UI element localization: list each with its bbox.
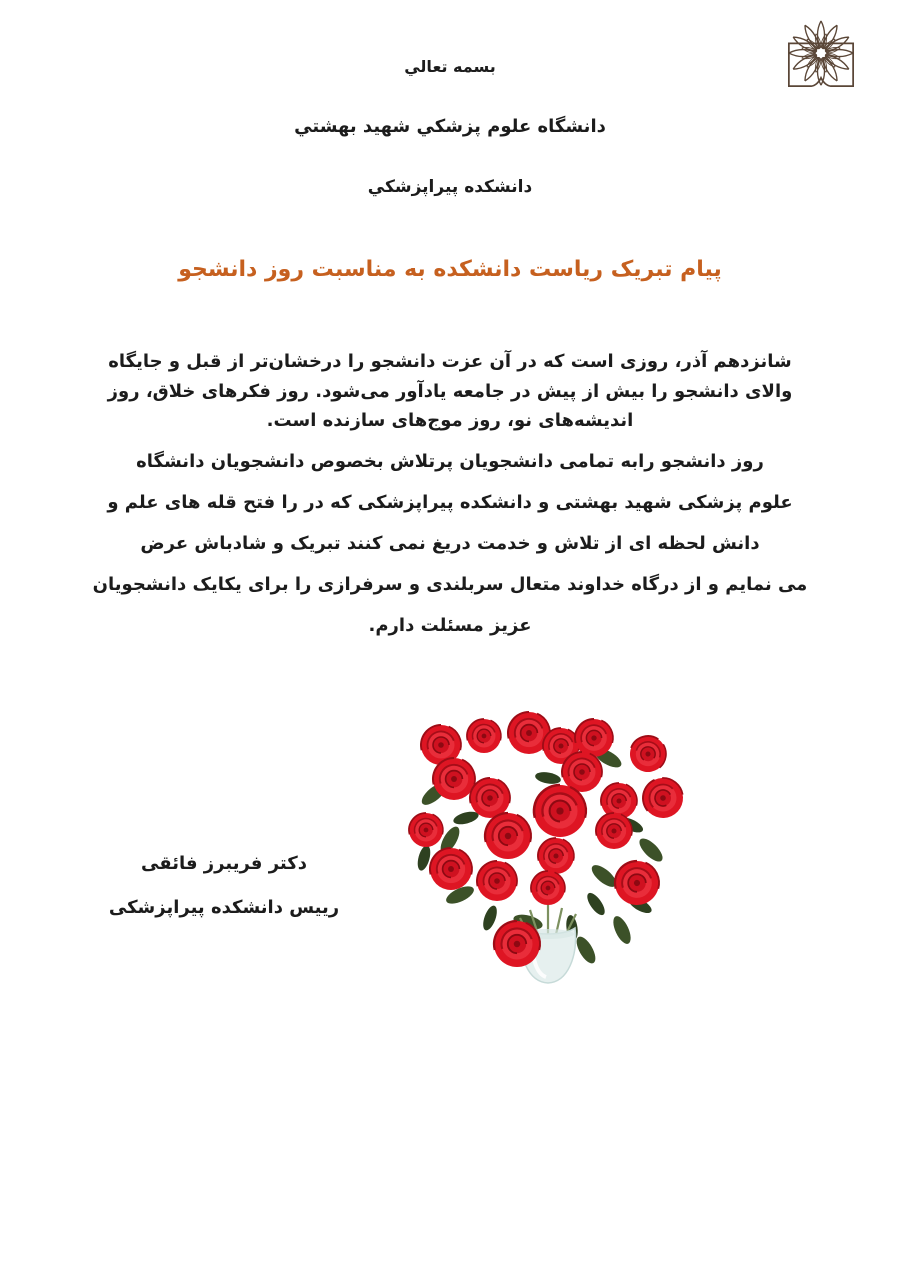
paragraph-line: شانزدهم آذر، روزی است که در آن عزت دانشجو را درخشان‌تر از قبل و جایگاه [108, 351, 792, 372]
signatory-name: دکتر فریبرز فائقی [141, 853, 307, 874]
paragraph-line: روز دانشجو رابه تمامی دانشجویان پرتلاش بخصوص دانشجویان دانشگاه [136, 451, 764, 472]
university-name: دانشگاه علوم پزشكي شهيد بهشتي [294, 116, 606, 137]
university-logo [784, 17, 858, 95]
paragraph-line: دانش لحظه ای از تلاش و خدمت دریغ نمی کنند تبریک و شادباش عرض [140, 533, 760, 554]
signatory-title: رییس دانشکده پیراپزشکی [108, 897, 340, 918]
paragraph-line: عزیز مسئلت دارم. [368, 615, 532, 636]
intro-paragraph [105, 347, 795, 436]
red-roses-bouquet-icon [398, 698, 696, 990]
signature-block [88, 842, 360, 930]
sbmu-lotus-emblem-icon [784, 17, 858, 95]
roses-bouquet-image [398, 698, 696, 990]
bismillah-text: بسمه تعالي [404, 57, 496, 76]
greeting-paragraph [70, 441, 830, 646]
paragraph-line: علوم پزشکی شهید بهشتی و دانشکده پیراپزشکی که در را فتح قله های علم و [107, 492, 793, 513]
paragraph-line: اندیشه‌های نو، روز موج‌های سازنده است. [266, 410, 634, 431]
message-title: پیام تبریک ریاست دانشکده به مناسبت روز دانشجو [178, 257, 722, 282]
paragraph-line: می نمایم و از درگاه خداوند متعال سربلندی و سرفرازی را برای یکایک دانشجویان [92, 574, 808, 595]
paragraph-line: والای دانشجو را بیش از پیش در جامعه یادآور می‌شود. روز فکرهای خلاق، روز [107, 380, 793, 402]
faculty-name: دانشكده پيراپزشكي [367, 177, 533, 197]
